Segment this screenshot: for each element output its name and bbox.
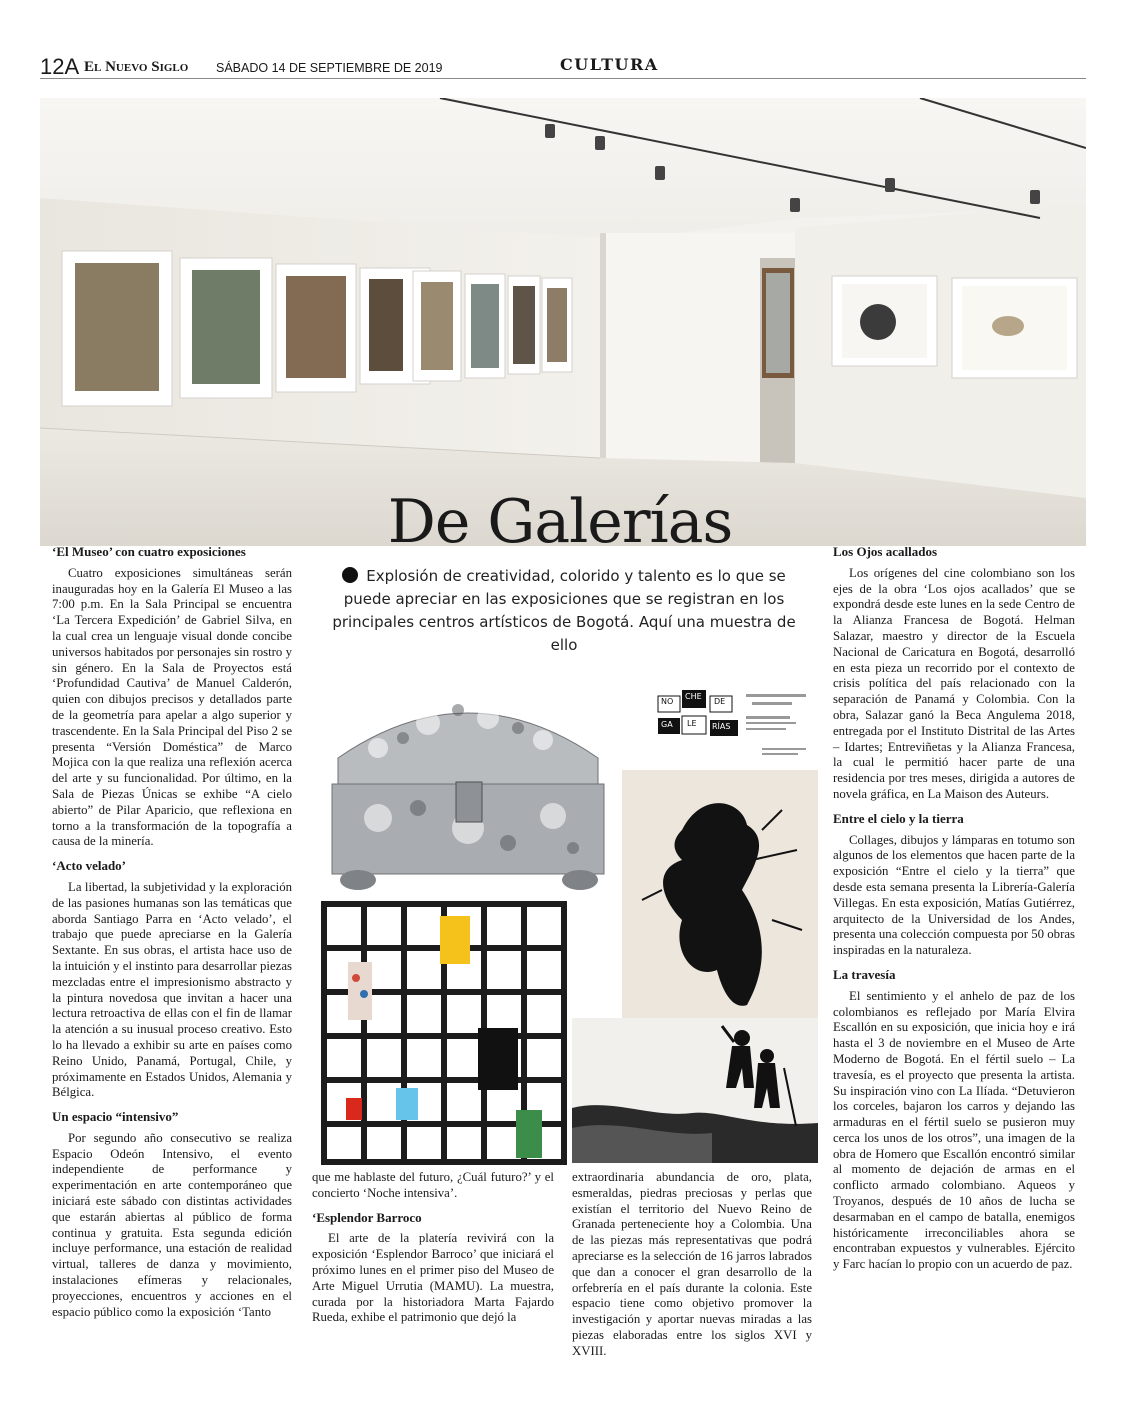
paragraph-el-museo: Cuatro exposiciones simultáneas serán inauguradas hoy en la Galería El Museo a las 7:00 p.m. En la Sala Principal se encuentra ‘La Tercera Expedición’ de Gabriel Silva, en la cual crea un lenguaje visual donde concibe universos habitados por personajes sin rostro y sin género. En la Sala de Proyectos está ‘Profundidad Cautiva’ de Manuel Calderón, quien con dibujos precisos y detallados parte de la geometría para apelar a algo superior y trascendente. En la Sala Principal del Piso 2 se presenta “Versión Doméstica” de Marco Mojica con la que realiza una reflexión acerca del arte y su funcionalidad. Por último, en la Sala de Piezas Únicas se exhibe “A cielo abierto” de Pilar Aparicio, que reflexiona en torno a la transformación de la topografía a causa de la minería.: [52, 565, 292, 849]
subhead-ojos-acallados: Los Ojos acallados: [833, 544, 938, 559]
paragraph-acto-velado: La libertad, la subjetividad y la exploración de las pasiones humanas son las temáticas que aborda Santiago Parra en ‘Acto velado’, el trabajo que puede apreciarse en la Galería Sextante. En sus obras, el artista hace uso de la intuición y el instinto para desarrollar piezas mezcladas entre el impresionismo abstracto y la pintura novedosa que invitan a hacer una lectura retroactiva de ellas con el fin de llamar la atención a su inusual proceso creativo. Esto lo ha llevado a exhibir su arte en países como Reino Unido, Panamá, Portugal, Chile, y próximamente en Estados Unidos, Alemania y Bélgica.: [52, 879, 292, 1100]
column-3: [572, 1170, 812, 1368]
dek-text: Explosión de creatividad, colorido y talento es lo que se puede apreciar en las exposiciones que se registran en los principales centros artísticos de Bogotá. Aquí una muestra de ello: [332, 567, 796, 654]
section-name: CULTURA: [560, 55, 659, 74]
subhead-espacio-intensivo: Un espacio “intensivo”: [52, 1109, 179, 1125]
gallery-photo: [40, 98, 1086, 546]
paragraph-tanto-cont: que me hablaste del futuro, ¿Cuál futuro?’ y el concierto ‘Noche intensiva’.: [312, 1170, 554, 1200]
paragraph-esplendor-barroco: El arte de la platería revivirá con la exposición ‘Esplendor Barroco’ que iniciará el próximo lunes en el primer piso del Museo de Arte Miguel Urrutia (MAMU). La muestra, curada por la historiadora Marta Fajardo Rueda, exhibe el patrimonio que dejó la: [312, 1231, 554, 1325]
subhead-cielo-tierra: Entre el cielo y la tierra: [833, 810, 964, 826]
subhead-la-travesia: La travesía: [833, 966, 896, 982]
poster-word: LE: [687, 719, 697, 728]
paragraph-barroco-cont: extraordinaria abundancia de oro, plata, esmeraldas, piedras preciosas y perlas que existían el territorio del Nuevo Reino de Granada perteneciente hoy a Colombia. Una de las piezas más representativas que podrá apreciarse es la selección de 16 jarros labrados que dan a conocer el gran desarrollo de la orfebrería en el país durante la colonia. Este espacio tiene como objetivo promover la investigación y aportar nuevas miradas a las piezas elaboradas entre los siglos XVI y XVIII.: [572, 1170, 812, 1358]
hikers-silhouette-photo: [572, 1018, 818, 1163]
noche-de-galerias-poster: [652, 680, 816, 770]
poster-word: NO: [661, 697, 674, 706]
paragraph-ojos-acallados: Los orígenes del cine colombiano son los ejes de la obra ‘Los ojos acallados’ que se expondrá desde este lunes en la sede Centro de la Alianza Francesa de Bogotá. Helman Salazar, maestro y director de la Escuela Nacional de Caricatura en Bogotá, desarrolló en esta pieza un recorrido por el contexto de crisis política del país relacionado con la separación de Panamá y Colombia. Con la obra, Salazar ganó la Beca Angulema 2018, entregada por el Instituto Distrital de las Artes – Idartes; Entreviñetas y la Alianza Francesa, la cual le permitió hacer parte de una residencia por tres meses, dirigida a autores de novela gráfica, en La Maison des Auteurs.: [833, 565, 1075, 801]
column-4: [833, 544, 1075, 1281]
newspaper-name: El Nuevo Siglo: [84, 59, 189, 75]
poster-word: GA: [661, 720, 673, 729]
subhead-el-museo: ‘El Museo’ con cuatro exposiciones: [52, 544, 246, 559]
ink-painting-photo: [622, 770, 818, 1018]
column-2: [312, 1170, 554, 1334]
poster-word: RÍAS: [712, 722, 731, 731]
poster-word: CHE: [685, 692, 702, 701]
poster-word: DE: [714, 697, 726, 706]
issue-date: SÁBADO 14 DE SEPTIEMBRE DE 2019: [216, 61, 443, 75]
page-number: 12A: [40, 54, 80, 79]
dek-wrapper: [326, 565, 802, 657]
subhead-acto-velado: ‘Acto velado’: [52, 858, 127, 874]
paragraph-espacio-intensivo: Por segundo año consecutivo se realiza Espacio Odeón Intensivo, el evento independiente de performance y experimentación en arte contemporáneo que iniciará este sábado con distintas actividades que estarán abiertas al público de forma continua y gratuita. Esta segunda edición incluye performance, una estación de realidad virtual, talleres de danza y movimiento, instalaciones efímeras y relacionales, proyecciones, encuentros y acciones en el espacio público como la exposición ‘Tanto: [52, 1130, 292, 1319]
shelf-installation-photo: [318, 898, 570, 1168]
paragraph-la-travesia: El sentimiento y el anhelo de paz de los colombianos es reflejado por María Elvira Escallón en su exposición, que inicia hoy e irá hasta el 3 de noviembre en el Museo de Arte Moderno de Bogotá. En el fértil suelo – La travesía, es el proyecto que presenta la artista. Su inspiración vino con La Ilíada. “Detuvieron los corceles, bajaron los carros y dejando las armaduras en el fértil suelo se pusieron muy cerca los unos de los otros”, una imagen de la obra de Homero que Escallón encontró similar al momento de dejación de armas en el conflicto armado colombiano. Aqueos y Troyanos, después de 10 años de lucha se desarmaban en el campo de batalla, enemigos históricamente irreconciliables ahora se encontraban expuestos y vulnerables. Ejército y Farc hacían lo propio con un acuerdo de paz.: [833, 988, 1075, 1272]
headline: De Galerías: [387, 487, 733, 557]
column-1: [52, 544, 292, 1328]
page-header: [40, 50, 1086, 79]
bullet-icon: [342, 567, 358, 583]
paragraph-cielo-tierra: Collages, dibujos y lámparas en totumo son algunos de los elementos que hacen parte de la exposición “Entre el cielo y la tierra” que desde esta semana presenta la Librería-Galería Villegas. En esta exposición, Matías Gutiérrez, arquitecto de la Universidad de los Andes, presenta una colección compuesta por 50 obras inspiradas en la naturaleza.: [833, 832, 1075, 958]
silver-chest-photo: [318, 678, 618, 896]
subhead-esplendor-barroco: ‘Esplendor Barroco: [312, 1209, 422, 1225]
